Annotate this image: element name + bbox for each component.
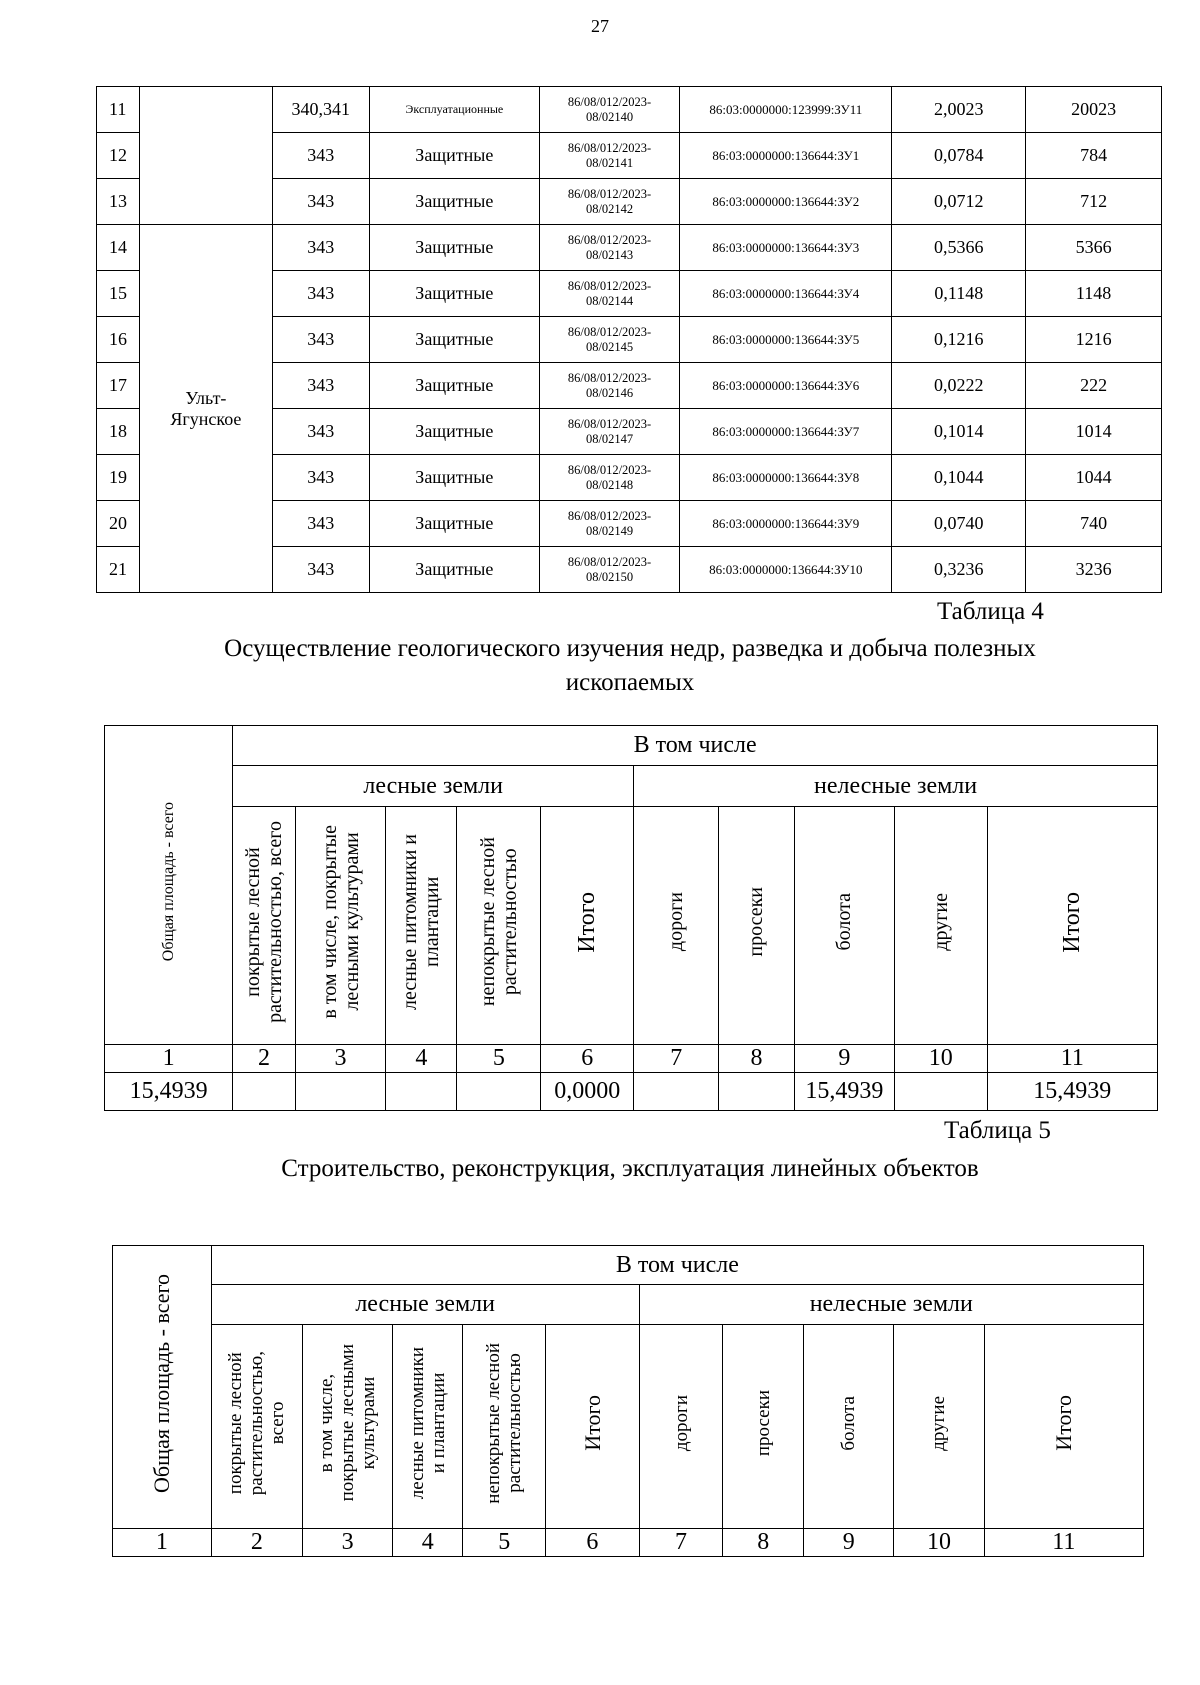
cell-q: 343 (272, 179, 369, 225)
table5-col-number: 9 (804, 1529, 894, 1557)
table4-col-number: 10 (894, 1045, 987, 1073)
cell-m2: 740 (1026, 501, 1162, 547)
cell-q: 343 (272, 501, 369, 547)
cell-decl: 86/08/012/2023- 08/02140 (540, 87, 680, 133)
table4-col-header: болота (794, 807, 894, 1045)
table4-value-cell: 15,4939 (105, 1073, 233, 1111)
table5-col-number: 5 (463, 1529, 546, 1557)
cell-cad: 86:03:0000000:136644:ЗУ1 (680, 133, 892, 179)
table4-value-cell (295, 1073, 386, 1111)
cell-q: 343 (272, 317, 369, 363)
table4-in-total: В том числе (233, 726, 1158, 766)
cell-area: 0,3236 (892, 547, 1026, 593)
cell-n: 16 (97, 317, 140, 363)
cell-area: 2,0023 (892, 87, 1026, 133)
cell-n: 11 (97, 87, 140, 133)
table4-forest: лесные земли (233, 766, 634, 807)
table4-value-cell: 15,4939 (987, 1073, 1157, 1111)
cell-cad: 86:03:0000000:136644:ЗУ3 (680, 225, 892, 271)
table5-col-header: Итого (984, 1325, 1143, 1529)
table4-col-header: Итого (987, 807, 1157, 1045)
page-number: 27 (591, 16, 609, 36)
table5-title: Строительство, реконструкция, эксплуатация линейных объектов (281, 1155, 979, 1182)
table5-nonforest: нелесные земли (639, 1285, 1143, 1325)
cell-q: 343 (272, 271, 369, 317)
cell-cad: 86:03:0000000:136644:ЗУ2 (680, 179, 892, 225)
table4-caption: Таблица 4 (937, 598, 1044, 625)
cell-cad: 86:03:0000000:136644:ЗУ9 (680, 501, 892, 547)
lease-plots-table (96, 86, 1162, 593)
cell-q: 343 (272, 133, 369, 179)
table4-col-header: покрытые лесной растительностью, всего (233, 807, 296, 1045)
table4-col-number: 2 (233, 1045, 296, 1073)
table4-value-cell: 0,0000 (541, 1073, 634, 1111)
table4-col-header: Итого (541, 807, 634, 1045)
cell-cad: 86:03:0000000:136644:ЗУ10 (680, 547, 892, 593)
cell-n: 15 (97, 271, 140, 317)
table-row (97, 87, 1162, 133)
table4-value-cell (894, 1073, 987, 1111)
table4 (104, 725, 1158, 1111)
table4-col-header: лесные питомники и плантации (386, 807, 457, 1045)
cell-type: Защитные (369, 317, 539, 363)
forestry-name: Ульт- Ягунское (140, 225, 273, 593)
table5-col-number: 1 (113, 1529, 212, 1557)
table4-value-cell (233, 1073, 296, 1111)
table5-col-header: Итого (546, 1325, 639, 1529)
cell-type: Защитные (369, 271, 539, 317)
cell-m2: 1044 (1026, 455, 1162, 501)
cell-area: 0,5366 (892, 225, 1026, 271)
cell-area: 0,1148 (892, 271, 1026, 317)
table5-caption: Таблица 5 (944, 1117, 1051, 1144)
cell-n: 20 (97, 501, 140, 547)
cell-decl: 86/08/012/2023- 08/02142 (540, 179, 680, 225)
cell-m2: 712 (1026, 179, 1162, 225)
cell-decl: 86/08/012/2023- 08/02149 (540, 501, 680, 547)
cell-area: 0,1044 (892, 455, 1026, 501)
cell-q: 343 (272, 455, 369, 501)
cell-n: 18 (97, 409, 140, 455)
table5 (112, 1245, 1144, 1557)
table4-col-number: 1 (105, 1045, 233, 1073)
cell-area: 0,0222 (892, 363, 1026, 409)
table5-col-number: 11 (984, 1529, 1143, 1557)
table5-col-header: болота (804, 1325, 894, 1529)
table-row (97, 225, 1162, 271)
table4-col-number: 8 (719, 1045, 794, 1073)
table4-col-number: 6 (541, 1045, 634, 1073)
table4-col-number: 4 (386, 1045, 457, 1073)
cell-n: 21 (97, 547, 140, 593)
cell-decl: 86/08/012/2023- 08/02143 (540, 225, 680, 271)
cell-cad: 86:03:0000000:136644:ЗУ7 (680, 409, 892, 455)
cell-area: 0,0784 (892, 133, 1026, 179)
table4-col-number: 7 (634, 1045, 719, 1073)
cell-n: 13 (97, 179, 140, 225)
table5-col-header: покрытые лесной растительностью, всего (211, 1325, 302, 1529)
cell-type: Защитные (369, 225, 539, 271)
table5-col-number: 2 (211, 1529, 302, 1557)
cell-cad: 86:03:0000000:136644:ЗУ4 (680, 271, 892, 317)
table5-col-header: лесные питомники и плантации (393, 1325, 463, 1529)
table5-col-number: 4 (393, 1529, 463, 1557)
table5-col-number: 8 (723, 1529, 804, 1557)
table4-col-header: дороги (634, 807, 719, 1045)
table4-col-number: 5 (457, 1045, 541, 1073)
table5-col-number: 7 (639, 1529, 723, 1557)
cell-m2: 1148 (1026, 271, 1162, 317)
cell-cad: 86:03:0000000:136644:ЗУ6 (680, 363, 892, 409)
table4-value-cell (457, 1073, 541, 1111)
cell-m2: 20023 (1026, 87, 1162, 133)
table4-title: Осуществление геологического изучения недр, разведка и добыча полезных ископаемых (224, 635, 1036, 696)
table5-col-header: другие (894, 1325, 984, 1529)
cell-m2: 3236 (1026, 547, 1162, 593)
table5-col-number: 10 (894, 1529, 984, 1557)
cell-type: Эксплуатационные (369, 87, 539, 133)
table5-col-header: дороги (639, 1325, 723, 1529)
table4-value-cell (719, 1073, 794, 1111)
cell-m2: 784 (1026, 133, 1162, 179)
cell-n: 17 (97, 363, 140, 409)
table5-col-number: 3 (303, 1529, 393, 1557)
cell-q: 343 (272, 363, 369, 409)
table4-col-header: непокрытые лесной растительностью (457, 807, 541, 1045)
table5-total-header: Общая площадь - всего (113, 1246, 212, 1529)
cell-decl: 86/08/012/2023- 08/02148 (540, 455, 680, 501)
cell-cad: 86:03:0000000:123999:ЗУ11 (680, 87, 892, 133)
cell-m2: 222 (1026, 363, 1162, 409)
table4-value-cell (386, 1073, 457, 1111)
cell-q: 343 (272, 225, 369, 271)
table4-col-number: 11 (987, 1045, 1157, 1073)
cell-q: 343 (272, 547, 369, 593)
cell-type: Защитные (369, 547, 539, 593)
table4-col-number: 9 (794, 1045, 894, 1073)
cell-m2: 1216 (1026, 317, 1162, 363)
table5-col-header: в том числе, покрытые лесными культурами (303, 1325, 393, 1529)
table5-col-header: непокрытые лесной растительностью (463, 1325, 546, 1529)
cell-decl: 86/08/012/2023- 08/02144 (540, 271, 680, 317)
cell-n: 14 (97, 225, 140, 271)
table4-col-header: просеки (719, 807, 794, 1045)
table4-col-header: другие (894, 807, 987, 1045)
cell-decl: 86/08/012/2023- 08/02150 (540, 547, 680, 593)
table5-in-total: В том числе (211, 1246, 1143, 1285)
table5-forest: лесные земли (211, 1285, 639, 1325)
table4-col-header: в том числе, покрытые лесными культурами (295, 807, 386, 1045)
cell-area: 0,1216 (892, 317, 1026, 363)
cell-q: 343 (272, 409, 369, 455)
cell-n: 12 (97, 133, 140, 179)
table5-col-number: 6 (546, 1529, 639, 1557)
cell-type: Защитные (369, 409, 539, 455)
table4-col-number: 3 (295, 1045, 386, 1073)
table4-total-header: Общая площадь - всего (105, 726, 233, 1045)
cell-area: 0,1014 (892, 409, 1026, 455)
cell-m2: 1014 (1026, 409, 1162, 455)
forestry-cell-empty (140, 87, 273, 225)
cell-cad: 86:03:0000000:136644:ЗУ8 (680, 455, 892, 501)
table4-nonforest: нелесные земли (634, 766, 1158, 807)
cell-decl: 86/08/012/2023- 08/02141 (540, 133, 680, 179)
table4-value-cell: 15,4939 (794, 1073, 894, 1111)
cell-cad: 86:03:0000000:136644:ЗУ5 (680, 317, 892, 363)
cell-m2: 5366 (1026, 225, 1162, 271)
cell-decl: 86/08/012/2023- 08/02146 (540, 363, 680, 409)
table5-col-header: просеки (723, 1325, 804, 1529)
cell-q: 340,341 (272, 87, 369, 133)
cell-decl: 86/08/012/2023- 08/02145 (540, 317, 680, 363)
table4-value-cell (634, 1073, 719, 1111)
cell-type: Защитные (369, 179, 539, 225)
cell-decl: 86/08/012/2023- 08/02147 (540, 409, 680, 455)
cell-type: Защитные (369, 455, 539, 501)
cell-type: Защитные (369, 501, 539, 547)
cell-area: 0,0740 (892, 501, 1026, 547)
cell-type: Защитные (369, 133, 539, 179)
cell-n: 19 (97, 455, 140, 501)
cell-type: Защитные (369, 363, 539, 409)
cell-area: 0,0712 (892, 179, 1026, 225)
